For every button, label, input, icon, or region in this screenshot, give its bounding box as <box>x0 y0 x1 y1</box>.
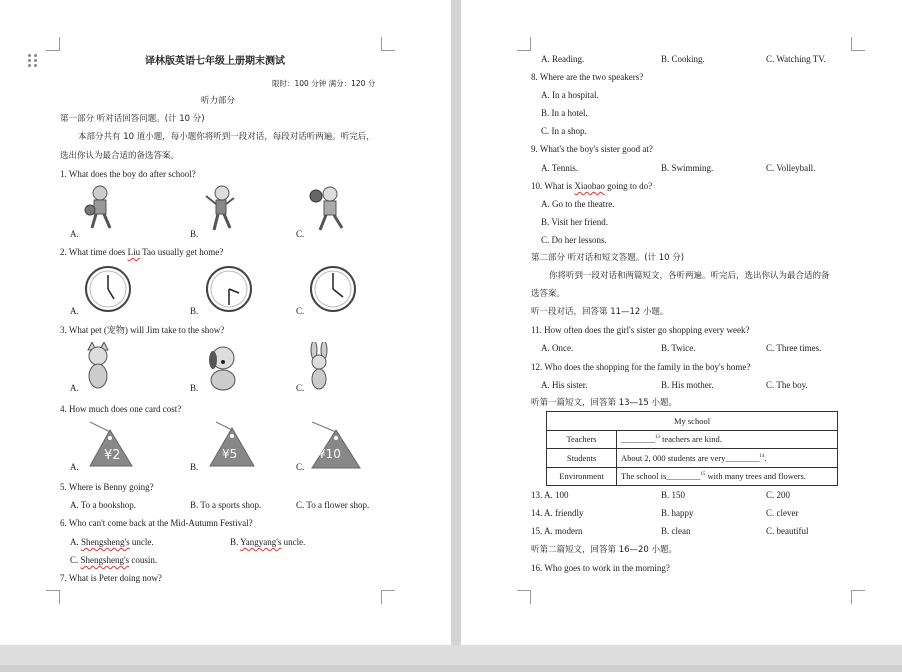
question-9: 9. What's the boy's sister good at? <box>531 144 653 154</box>
option-c: C. In a shop. <box>541 126 587 136</box>
table-row <box>547 449 838 468</box>
option-c: C. Volleyball. <box>766 163 816 173</box>
option-b: B. Cooking. <box>661 54 705 64</box>
option-label: C. <box>296 462 305 472</box>
price-tag-10-label: ¥10 <box>318 447 341 461</box>
option-c: C. Watching TV. <box>766 54 826 64</box>
option-label: C. <box>296 383 305 393</box>
crop-mark <box>46 37 60 51</box>
instruction: 本部分共有 10 道小题，每小题你将听到一段对话，每段对话听两遍。听完后， <box>78 132 375 142</box>
question-7: 7. What is Peter doing now? <box>60 573 162 583</box>
crop-mark <box>517 37 531 51</box>
question-5: 5. Where is Benny going? <box>60 482 154 492</box>
question-8: 8. Where are the two speakers? <box>531 72 644 82</box>
price-tag-2-label: ¥2 <box>104 448 121 463</box>
school-table <box>546 411 838 486</box>
question-4: 4. How much does one card cost? <box>60 404 182 414</box>
time-score: 限时：100 分钟 满分：120 分 <box>272 79 376 88</box>
row-content: The school is________$^{15}$ with many trees and flowers. <box>617 467 838 486</box>
page-gutter <box>451 0 461 672</box>
clock-image-b <box>205 265 253 313</box>
question-2: 2. What time does Liu Tao usually get home? <box>60 247 224 257</box>
price-tag-10 <box>310 420 362 470</box>
option-a: A. His sister. <box>541 380 588 390</box>
dialog-note: 听一段对话，回答第 11—12 小题。 <box>531 307 669 317</box>
option-label: A. <box>70 229 79 239</box>
option-b: B. His mother. <box>661 380 714 390</box>
row-label: Teachers <box>547 430 617 449</box>
option-a: A. Tennis. <box>541 163 578 173</box>
option-c: C. Do her lessons. <box>541 235 607 245</box>
instruction: 选出你认为最合适的备选答案。 <box>60 151 180 161</box>
table-title: My school <box>547 412 838 431</box>
crop-mark <box>381 590 395 604</box>
crop-mark <box>851 37 865 51</box>
passage-note: 听第一篇短文，回答第 13—15 小题。 <box>531 398 678 408</box>
boy-swimming-image <box>200 184 240 234</box>
drag-handle-icon[interactable] <box>28 54 38 68</box>
option-b: B. 150 <box>661 490 686 500</box>
option-label: B. <box>190 383 199 393</box>
option-label: B. <box>190 229 199 239</box>
boy-football-image <box>306 184 348 234</box>
option-a: A. Once. <box>541 343 574 353</box>
option-c: C. To a flower shop. <box>296 500 370 510</box>
clock-image-c <box>309 265 357 313</box>
option-c: C. beautiful <box>766 526 809 536</box>
option-c: C. The boy. <box>766 380 808 390</box>
crop-mark <box>851 590 865 604</box>
option-a: A. Reading. <box>541 54 585 64</box>
option-label: B. <box>190 306 199 316</box>
row-label: Students <box>547 449 617 468</box>
table-row <box>547 430 838 449</box>
question-1: 1. What does the boy do after school? <box>60 169 196 179</box>
option-c: C. clever <box>766 508 799 518</box>
question-16: 16. Who goes to work in the morning? <box>531 563 670 573</box>
option-b: B. Twice. <box>661 343 696 353</box>
table-row <box>547 467 838 486</box>
option-label: A. <box>70 462 79 472</box>
option-c: C. 200 <box>766 490 791 500</box>
option-label: B. <box>190 462 199 472</box>
option-a: A. Shengsheng's uncle. <box>70 537 154 547</box>
instruction: 你将听到一段对话和两篇短文，各听两遍。听完后，选出你认为最合适的备 <box>549 271 830 281</box>
question-15: 15. A. modern <box>531 526 583 536</box>
price-tag-5-label: ¥5 <box>222 447 238 461</box>
section-heading: 听力部分 <box>201 96 236 106</box>
option-a: A. In a hospital. <box>541 90 599 100</box>
clock-image-a <box>84 265 132 313</box>
crop-mark <box>381 37 395 51</box>
option-b: B. In a hotel. <box>541 108 588 118</box>
option-b: B. Swimming. <box>661 163 714 173</box>
option-label: A. <box>70 383 79 393</box>
question-6: 6. Who can't come back at the Mid-Autumn Festival? <box>60 518 253 528</box>
option-a: A. Go to the theatre. <box>541 199 615 209</box>
option-label: A. <box>70 306 79 316</box>
question-13: 13. A. 100 <box>531 490 569 500</box>
dog-image <box>203 344 241 392</box>
option-b: B. happy <box>661 508 694 518</box>
row-content: ________$^{13}$ teachers are kind. <box>617 430 838 449</box>
question-3: 3. What pet (宠物) will Jim take to the show? <box>60 325 225 335</box>
table-header-row <box>547 412 838 431</box>
rabbit-image <box>304 342 334 390</box>
question-10: 10. What is Xiaobao going to do? <box>531 181 653 191</box>
option-a: A. To a bookshop. <box>70 500 136 510</box>
part-heading: 第一部分 听对话回答问题。(计 10 分) <box>60 114 205 124</box>
page-title: 译林版英语七年级上册期末测试 <box>145 56 285 67</box>
document-page-left <box>0 0 451 645</box>
passage-note: 听第二篇短文，回答第 16—20 小题。 <box>531 545 678 555</box>
cat-image <box>82 342 116 390</box>
option-label: C. <box>296 229 305 239</box>
part-heading: 第二部分 听对话和短文答题。(计 10 分) <box>531 253 685 263</box>
option-b: B. Visit her friend. <box>541 217 609 227</box>
crop-mark <box>517 590 531 604</box>
document-page-right <box>461 0 902 645</box>
option-c: C. Three times. <box>766 343 822 353</box>
bottom-scroll-area <box>0 645 902 672</box>
question-11: 11. How often does the girl's sister go shopping every week? <box>531 325 750 335</box>
option-c: C. Shengsheng's cousin. <box>70 555 158 565</box>
option-label: C. <box>296 306 305 316</box>
crop-mark <box>46 590 60 604</box>
question-12: 12. Who does the shopping for the family in the boy's home? <box>531 362 751 372</box>
instruction: 选答案。 <box>531 289 566 299</box>
option-b: B. To a sports shop. <box>190 500 262 510</box>
question-14: 14. A. friendly <box>531 508 584 518</box>
row-content: About 2, 000 students are very________$^{14}$. <box>617 449 838 468</box>
boy-basketball-image <box>80 184 120 234</box>
horizontal-scrollbar[interactable] <box>0 665 902 672</box>
row-label: Environment <box>547 467 617 486</box>
option-b: B. clean <box>661 526 691 536</box>
option-b: B. Yangyang's uncle. <box>230 537 306 547</box>
